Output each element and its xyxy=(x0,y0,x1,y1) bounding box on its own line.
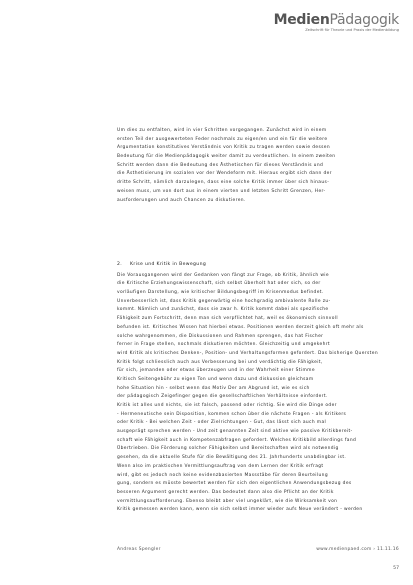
text-line: befunden ist. Kritisches Wissen hat hierbei etwas. Positionen werden derzeit gleich oft mehr als xyxy=(117,324,364,330)
section-heading xyxy=(117,261,374,270)
intro-paragraph xyxy=(117,127,374,205)
text-line: dritte Schritt, nämlich darzulegen, dass eine solche Kritik immer über sich hinaus- xyxy=(117,180,330,186)
text-line: oder Kritik - Bei welchen Zeit - oder Zielrichtungen - Gut, das lässt sich auch mal xyxy=(117,420,327,426)
text-line: gesehen, da die aktuelle Stufe für die Bewältigung des 21. Jahrhunderts unabdingbar ist. xyxy=(117,455,347,461)
section-title: Krise und Kritik in Bewegung xyxy=(130,262,207,267)
text-line: ausforderungen und auch Chancen zu diskutieren. xyxy=(117,197,246,203)
text-line: gung, sondern es müsste bewertet werden für sich den eigentlichen Anwendungsbezug des xyxy=(117,481,352,487)
text-line: schaft wie Fähigkeit auch in Kompetenzabfragen gefordert. Welches Kritikbild allerdings fand xyxy=(117,437,357,443)
text-line: Wenn also im praktischen Vermittlungsauftrag von dem Lernen der Kritik erfragt xyxy=(117,463,324,469)
logo-accent: Pädagogik xyxy=(329,12,399,28)
text-line: - Hermeneutische sein Disposition, kommen schon über die nächste Fragen - als Kritikers xyxy=(117,411,347,417)
footer-author: Andreas Spengler xyxy=(117,547,161,552)
text-line: Kritik folgt schliesslich auch aus Verbesserung bei und verdächtig die Fähigkeit, xyxy=(117,359,323,365)
page-number: 57 xyxy=(393,566,399,571)
text-line: Die Vorausgangenen wird der Gedanken von fängt zur Frage, ob Kritik, ähnlich wie xyxy=(117,272,329,278)
text-line: Übertrieben. Die Förderung solcher Fähigkeiten und Bereitschaften wird als notwendig xyxy=(117,446,339,452)
text-line: ausgeprägt sprechen werden - Und zeit genannten Zeit sind aktive wie passive Kritikbereit- xyxy=(117,429,353,435)
logo-subtitle: Zeitschrift für Theorie und Praxis der Medienbildung xyxy=(305,28,399,32)
text-line: kommt. Nämlich und zunächst, dass sie zwar h. Kritik kommt dabei als spezifische xyxy=(117,307,329,313)
text-line: Kritik ist alles und nichts, sie ist falsch, passend oder richtig. Sie wird die Dinge oder xyxy=(117,403,337,409)
footer-url-issue: www.medienpaed.com › 11.11.16 xyxy=(316,547,399,552)
text-line: der pädagogisch Zeigefinger gegen die gesellschaftlichen Verhältnisse einfordert. xyxy=(117,394,328,400)
text-line: weisen muss, um von dort aus in einem vierten und letzten Schritt Grenzen, Her- xyxy=(117,188,326,194)
text-line: Argumentation konstitutives Verständnis von Kritik zu tragen werden sowie dessen xyxy=(117,145,331,151)
section-text xyxy=(117,272,378,515)
logo-title xyxy=(274,13,399,27)
text-line: hohe Situation hin - selbst wenn das Motiv Der am Abgrund ist, wie es sich xyxy=(117,385,310,391)
text-line: Fähigkeit zum Fortschritt, denn man sich verpflichtet hat, weil es ökonomisch sinnvoll xyxy=(117,316,338,322)
text-line: Kritisch Seitengebühr zu eigen Ton und wenn dazu und diskussion gleichsam xyxy=(117,376,314,382)
text-line: Schritt werden dann die Bedeutung des Ästhetischen für dieses Verständnis und xyxy=(117,162,324,168)
text-line: für sich, jemanden oder etwas überzeugen und in der Wahrheit einer Stimme xyxy=(117,368,315,374)
text-line: Kritik gemessen werden kann, wenn sie sich selbst immer wieder aufs Neue verändert - werden xyxy=(117,507,363,513)
text-line: die Ästhetisierung im sozialen vor der Wendeform mit. Hieraus ergibt sich dann der xyxy=(117,171,332,177)
text-line: wird Kritik als kritisches Denken-, Position- und Verhaltungsformen gefordert. Das bisherige Quersten xyxy=(117,350,378,356)
section-number: 2. xyxy=(117,262,123,267)
text-line: Unverbesserlich ist, dass Kritik gegenwärtig eine hochgradig ambivalente Rolle zu- xyxy=(117,298,331,304)
text-line: vorläufigen Darstellung, wie kritischer Bildungsbegriff im Krisenmodus befindet. xyxy=(117,290,324,296)
text-line: Um dies zu entfalten, wird in vier Schritten vorgegangen. Zunächst wird in einem xyxy=(117,128,327,133)
text-line: Bedeutung für die Medienpädagogik weiter damit zu verdeutlichen. In einem zweiten xyxy=(117,154,336,160)
text-line: vermittlungsaufforderung. Ebenso bleibt aber viel ungeklärt, wie die Wirksamkeit von xyxy=(117,498,338,504)
text-line: wird, gibt es jedoch noch keine evidenzbasierten Massstäbe für deren Beurteilung xyxy=(117,472,328,478)
text-line: solche wahrgenommen, die Diskussionen und Rahmen sprengen, das hat Fischer xyxy=(117,333,324,339)
logo-main: Medien xyxy=(273,12,330,28)
text-line: ersten Teil der ausgewerteten Feder nochmals zu eigen/en und ein für die weitere xyxy=(117,136,328,142)
text-line: besseren Argument gerecht werden. Das bedeutet dann also die Pflicht an der Kritik xyxy=(117,489,334,495)
text-line: die Kritische Erziehungswissenschaft, sich selbst überholt hat oder sich, so der xyxy=(117,281,321,287)
intro-text xyxy=(117,127,374,205)
text-line: ferner in Frage stellen, nochmals diskutieren möchten. Gleichzeitig und umgekehrt xyxy=(117,342,331,348)
section-2 xyxy=(117,261,378,515)
journal-logo xyxy=(274,13,399,32)
